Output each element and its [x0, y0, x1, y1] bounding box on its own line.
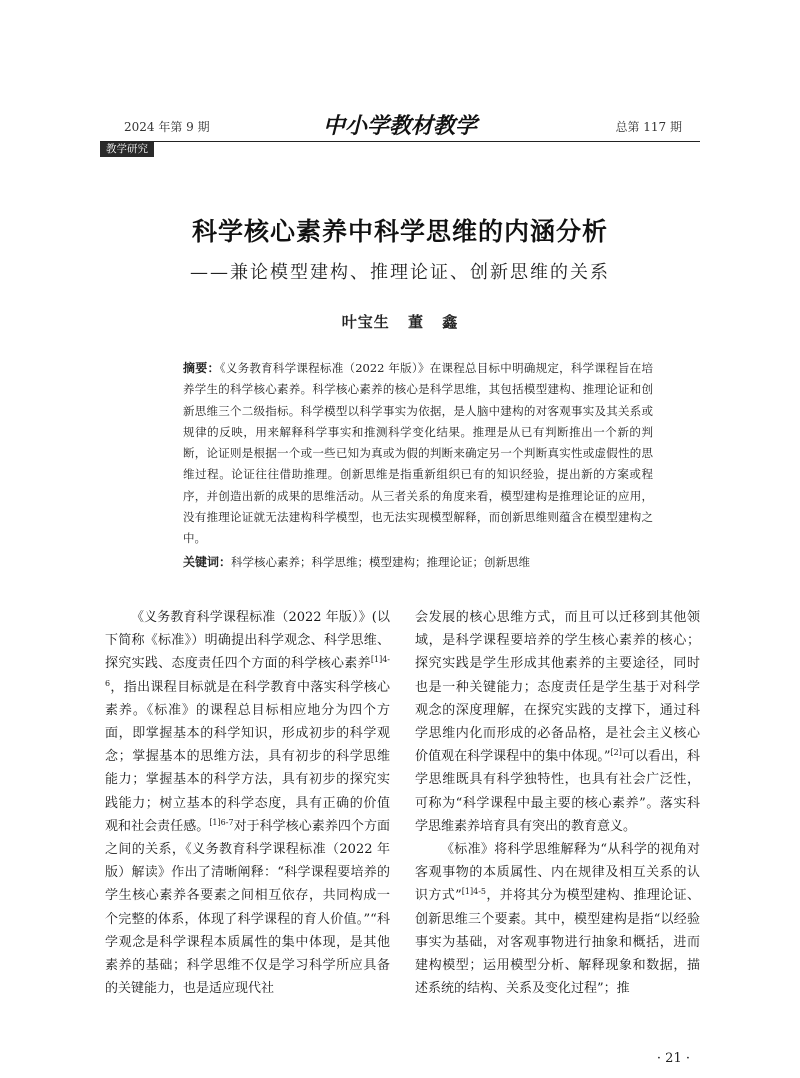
keywords-label: 关键词：	[183, 555, 232, 569]
body-text: 《义务教育科学课程标准（2022 年版）》(以下简称《标准》）明确提出科学观念、科学思维、探究实践、态度责任四个方面的科学核心素养	[105, 610, 390, 672]
body-text: 《标准》将科学思维解释为“从科学的视角对客观事物的本质属性、内在规律及相互关系的认识方式”	[415, 842, 700, 904]
abstract	[183, 358, 653, 550]
body-text: 会发展的核心思维方式，而且可以迁移到其他领域，是科学课程要培养的学生核心素养的核心；探究实践是学生形成其他素养的主要途径，同时也是一种关键能力；态度责任是学生基于对科学观念的深度理解，在探究实践的支撑下，通过科学思维内化而形成的必备品格，是社会主义核心价值观在科学课程中的集中体现。”	[415, 610, 700, 765]
body-text: 可以看出，科学思维既具有科学独特性，也具有社会广泛性，可称为“科学课程中最主要的核心素养”。落实科学思维素养培育具有突出的教育意义。	[415, 749, 700, 834]
body-text: ，并将其分为模型建构、推理论证、创新思维三个要素。其中，模型建构是指“以经验事实为基础，对客观事物进行抽象和概括，进而建构模型；运用模型分析、解释现象和数据，描述系统的结构、关系及变化过程”；推	[415, 888, 700, 997]
article-subtitle: ——兼论模型建构、推理论证、创新思维的关系	[190, 262, 610, 283]
header-rule	[100, 141, 700, 142]
abstract-text: 《义务教育科学课程标准（2022 年版）》在课程总目标中明确规定，科学课程旨在培养学生的科学核心素养。科学核心素养的核心是科学思维，其包括模型建构、推理论证和创新思维三个二级指标。科学模型以科学事实为依据，是人脑中建构的对客观事实及其关系或规律的反映，用来解释科学事实和推测科学变化结果。推理是从已有判断推出一个新的判断，论证则是根据一个或一些已知为真或为假的判断来确定另一个判断真实性或虚假性的思维过程。论证往往借助推理。创新思维是指重新组织已有的知识经验，提出新的方案或程序，并创造出新的成果的思维活动。从三者关系的角度来看，模型建构是推理论证的应用，没有推理论证就无法建构科学模型，也无法实现模型解释，而创新思维则蕴含在模型建构之中。	[183, 361, 653, 546]
column-tag: 教学研究	[100, 142, 154, 157]
article-authors: 叶宝生 董 鑫	[341, 313, 459, 331]
body-column-right	[415, 606, 700, 1000]
total-issue-number: 总第 117 期	[615, 120, 682, 134]
body-paragraph	[415, 606, 700, 838]
issue-number: 2024 年第 9 期	[124, 120, 210, 134]
body-paragraph	[105, 606, 390, 1000]
body-text: 对于科学核心素养四个方面之间的关系，《义务教育科学课程标准（2022 年版）解读》作出了清晰阐释：“科学课程要培养的学生核心素养各要素之间相互依存，共同构成一个完整的体系，体现了科学课程的育人价值。”“科学观念是科学课程本质属性的集中体现，是其他素养的基础；科学思维不仅是学习科学所应具备的关键能力，也是适应现代社	[105, 818, 390, 997]
keywords	[183, 552, 653, 572]
citation: [1]4-6	[105, 655, 390, 688]
body-paragraph	[415, 838, 700, 1000]
citation: [2]	[610, 748, 622, 758]
abstract-label: 摘要：	[183, 361, 220, 375]
body-column-left	[105, 606, 390, 1000]
page-number: · 21 ·	[656, 1051, 690, 1066]
citation: [1]4-5	[461, 887, 486, 897]
keywords-text: 科学核心素养；科学思维；模型建构；推理论证；创新思维	[231, 555, 531, 569]
body-text: ，指出课程目标就是在科学教育中落实科学核心素养。《标准》的课程总目标相应地分为四个方面，即掌握基本的科学知识，形成初步的科学观念；掌握基本的思维方法，具有初步的科学思维能力；掌握基本的科学方法，具有初步的探究实践能力；树立基本的科学态度，具有正确的价值观和社会责任感。	[105, 679, 390, 834]
article-title: 科学核心素养中科学思维的内涵分析	[191, 217, 608, 246]
journal-masthead: 中小学教材教学	[322, 113, 477, 139]
citation: [1]6-7	[209, 817, 234, 827]
